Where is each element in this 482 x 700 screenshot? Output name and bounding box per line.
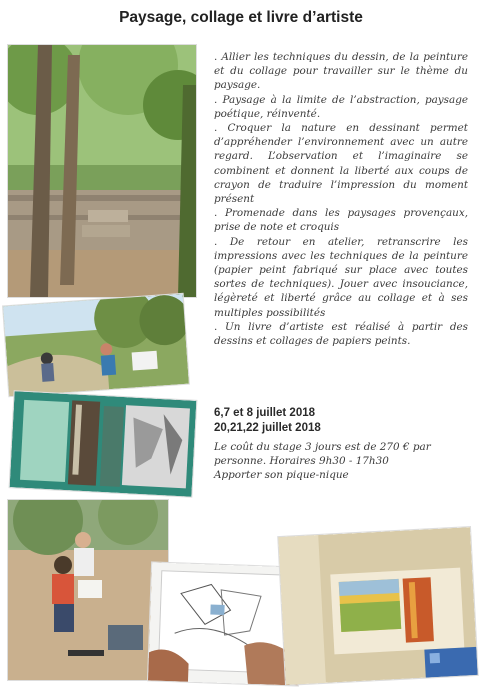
outdoor-sketching-photo xyxy=(3,294,189,396)
paragraph-studio: . De retour en atelier, retranscrire les impressions avec les techniques de la peinture (papier peint fabriqué sur place avec toutes sortes de techniques). Jouer avec insouciance, légèreté et liberté grâce au collage et à ses multiples possibilités xyxy=(214,235,468,319)
paragraph-artist-book: . Un livre d’artiste est réalisé à partir des dessins et collages de papiers peints. xyxy=(214,320,468,348)
dates-block xyxy=(214,406,468,436)
paragraph-walk: . Promenade dans les paysages provençaux, prise de note et croquis xyxy=(214,207,468,234)
hand-drawing-photo xyxy=(148,562,302,685)
forest-steps-photo xyxy=(8,45,196,297)
cost-text: Le coût du stage 3 jours est de 270 € par personne. Horaires 9h30 - 17h30 xyxy=(214,441,431,468)
woman-sketching-photo xyxy=(8,500,168,680)
picnic-text: Apporter son pique-nique xyxy=(214,469,349,482)
paragraph-abstraction: . Paysage à la limite de l’abstraction, paysage poétique, réinventé. xyxy=(214,93,468,120)
artist-book-photo xyxy=(278,527,477,685)
page-title: Paysage, collage et livre d’artiste xyxy=(119,9,363,26)
description-text xyxy=(214,50,468,348)
date-line-2: 20,21,22 juillet 2018 xyxy=(214,422,321,434)
paragraph-observation: . Croquer la nature en dessinant permet d’appréhender l’environnement avec un autre regard. L’observation et l’imaginaire se combinent et donnent la liberté aux coups de crayon de traduire l’impression du moment présent xyxy=(214,122,468,206)
painted-papers-photo xyxy=(10,391,197,496)
date-line-1: 6,7 et 8 juillet 2018 xyxy=(214,407,316,419)
paragraph-techniques: . Allier les techniques du dessin, de la peinture et du collage pour travailler sur le thème du paysage. xyxy=(214,51,468,92)
practical-info xyxy=(214,440,468,483)
